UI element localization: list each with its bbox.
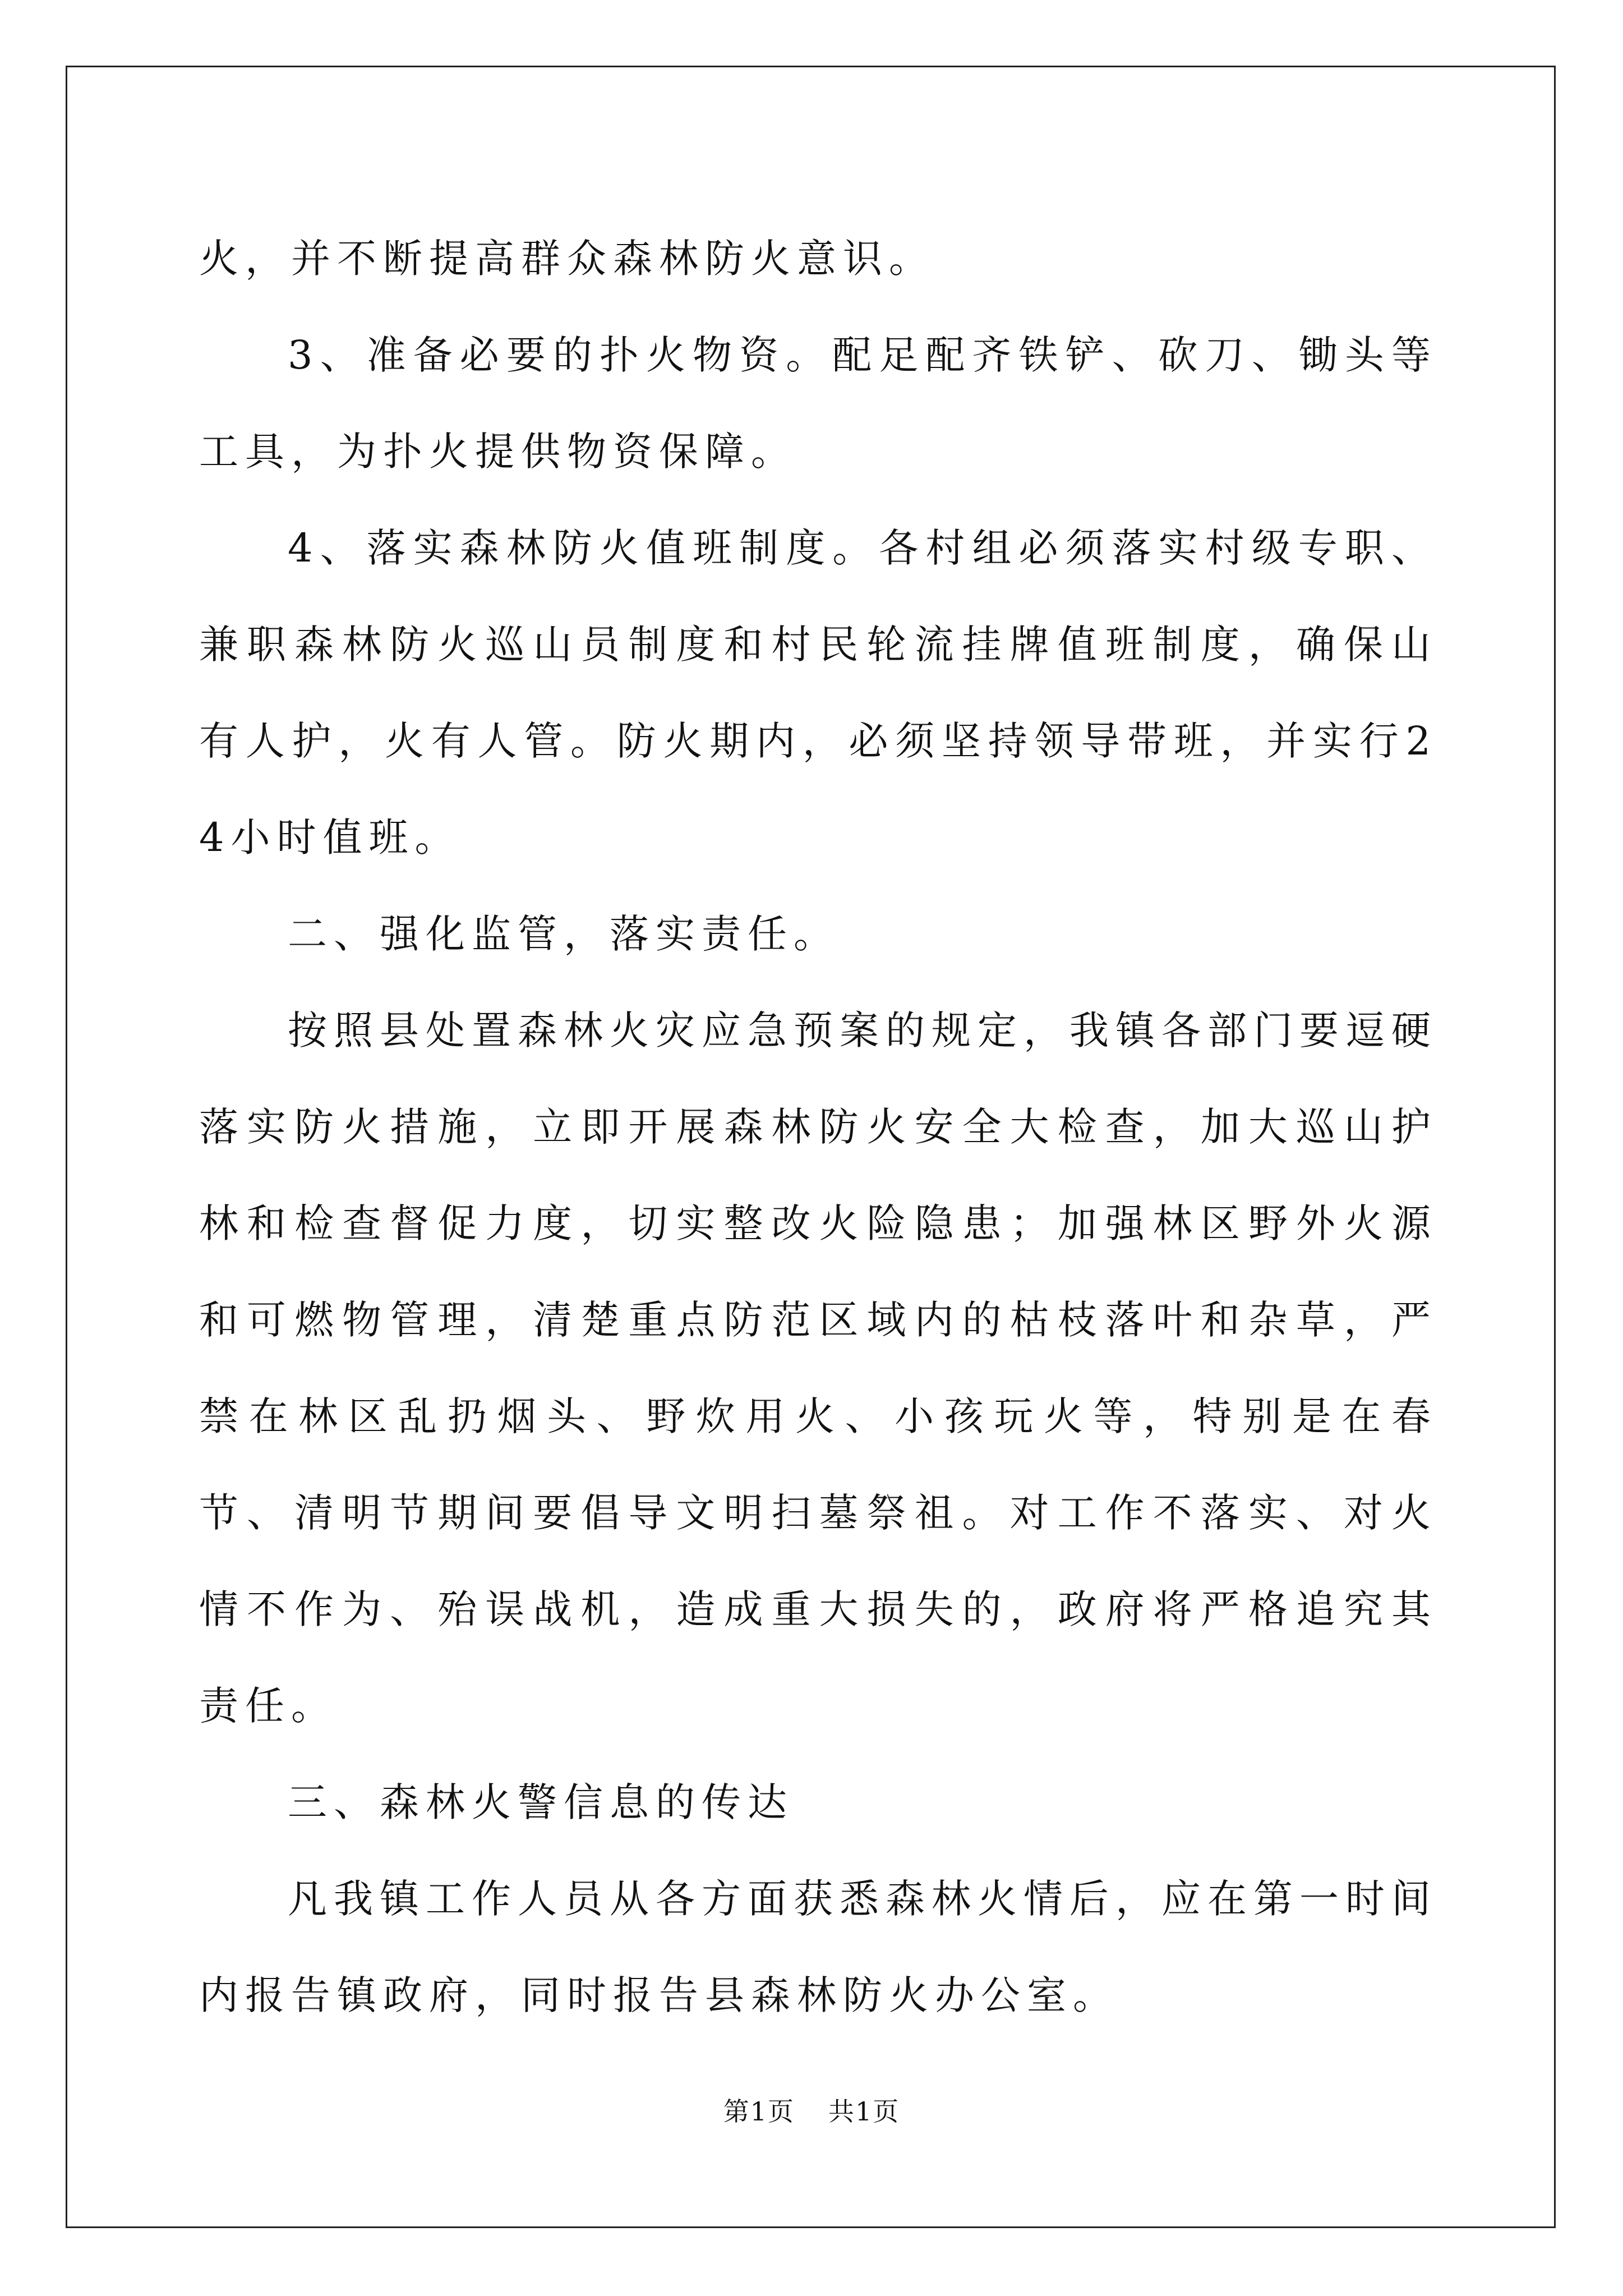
paragraph-item-3: 3、准备必要的扑火物资。配足配齐铁铲、砍刀、锄头等工具，为扑火提供物资保障。: [199, 332, 1437, 475]
section-heading-2: 二、强化监管，落实责任。: [288, 911, 840, 957]
paragraph-supervision: 按照县处置森林火灾应急预案的规定，我镇各部门要逗硬落实防火措施，立即开展森林防火安全大检查，加大巡山护林和检查督促力度，切实整改火险隐患；加强林区野外火源和可燃物管理，清楚重点防范区域内的枯枝落叶和杂草，严禁在林区乱扔烟头、野炊用火、小孩玩火等，特别是在春节、清明节期间要倡导文明扫墓祭祖。对工作不落实、对火情不作为、殆误战机，造成重大损失的，政府将严格追究其责任。: [199, 1007, 1437, 1729]
page-number: 第1页: [723, 2096, 795, 2127]
section-heading-3: 三、森林火警信息的传达: [288, 1779, 794, 1825]
paragraph-continuation: 火，并不断提高群众森林防火意识。: [199, 236, 935, 282]
document-body: [199, 210, 1437, 2044]
paragraph-item-4: 4、落实森林防火值班制度。各村组必须落实村级专职、兼职森林防火巡山员制度和村民轮流挂牌值班制度，确保山有人护，火有人管。防火期内，必须坚持领导带班，并实行24小时值班。: [199, 525, 1437, 861]
paragraph-reporting: 凡我镇工作人员从各方面获悉森林火情后，应在第一时间内报告镇政府，同时报告县森林防火办公室。: [199, 1876, 1437, 2018]
page-footer: [0, 2091, 1623, 2128]
page-total: 共1页: [828, 2096, 900, 2127]
